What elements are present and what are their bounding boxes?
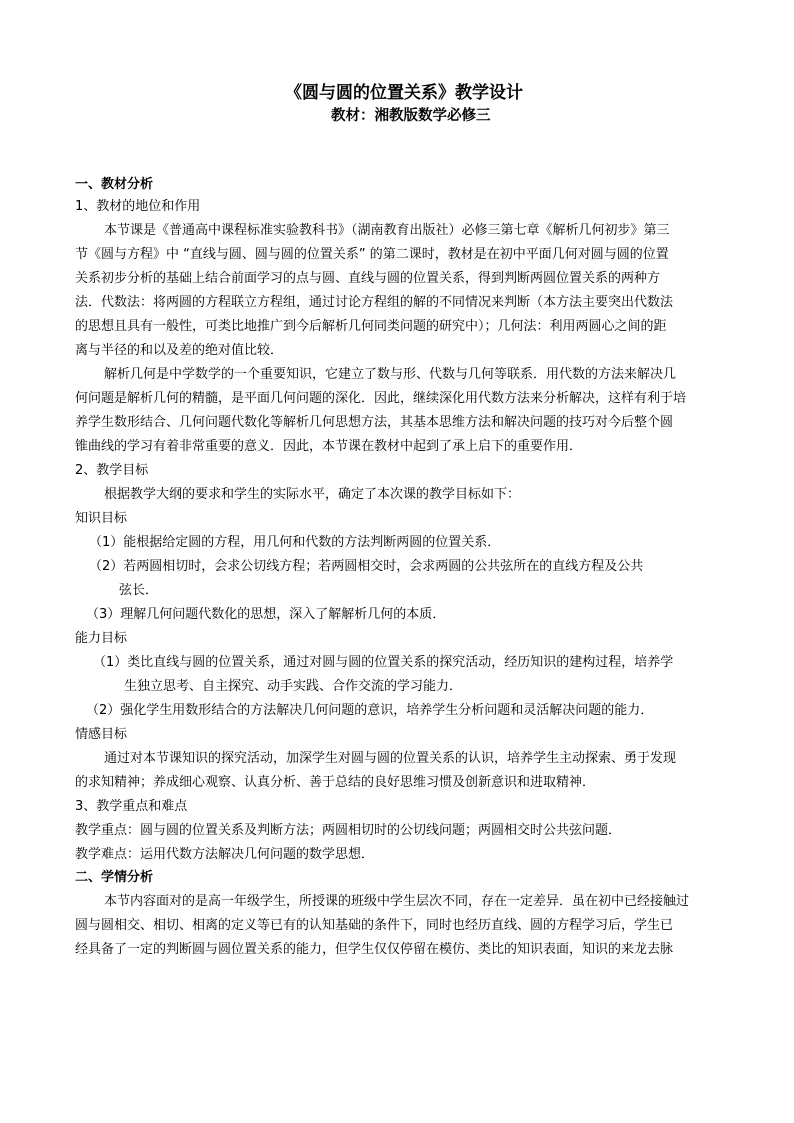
paragraph-2-line: 养学生数形结合、几何问题代数化等解析几何思想方法，其基本思维方法和解决问题的技巧对今后整个圆 [75,415,674,430]
ability-goal-1-cont: 生独立思考、自主探究、动手实践、合作交流的学习能力． [124,679,463,694]
emotion-goals-heading: 情感目标 [75,727,128,742]
section-heading-2: 二、学情分析 [75,870,154,885]
goals-intro: 根据教学大纲的要求和学生的实际水平，确定了本次课的教学目标如下： [104,487,521,502]
paragraph-1-line: 离与半径的和以及差的绝对值比较． [75,343,284,358]
ability-goal-2: （2）强化学生用数形结合的方法解决几何问题的意识，培养学生分析问题和灵活解决问题的能力． [86,703,654,718]
ability-goals-heading: 能力目标 [75,631,128,646]
paragraph-2-line: 解析几何是中学数学的一个重要知识，它建立了数与形、代数与几何等联系．用代数的方法来解决几 [104,367,677,382]
knowledge-goal-1: （1）能根据给定圆的方程，用几何和代数的方法判断两圆的位置关系． [89,535,501,550]
paragraph-1-line: 的思想且具有一般性，可类比地推广到今后解析几何同类问题的研究中）；几何法：利用两圆心之间的距 [75,319,667,334]
paragraph-1-line: 节《圆与方程》中 “直线与圆、圆与圆的位置关系” 的第二课时，教材是在初中平面几何对圆与圆的位置 [75,247,669,262]
section-heading-1: 一、教材分析 [75,177,154,192]
knowledge-goal-2-cont: 弦长． [119,583,159,598]
paragraph-3-line: 圆与圆相交、相切、相离的定义等已有的认知基础的条件下，同时也经历直线、圆的方程学习后，学生已 [75,918,674,933]
paragraph-1-line: 关系初步分析的基础上结合前面学习的点与圆、直线与圆的位置关系，得到判断两圆位置关系的两种方 [75,271,661,286]
emotion-goal-line: 通过对本节课知识的探究活动，加深学生对圆与圆的位置关系的认识，培养学生主动探索、勇于发现 [104,751,677,766]
knowledge-goal-3: （3）理解几何问题代数化的思想，深入了解解析几何的本质． [86,607,446,622]
paragraph-3-line: 本节内容面对的是高一年级学生，所授课的班级中学生层次不同，存在一定差异．虽在初中已经接触过 [104,894,690,909]
teaching-key-points: 教学重点：圆与圆的位置关系及判断方法；两圆相切时的公切线问题；两圆相交时公共弦问题． [75,823,622,838]
subsection-heading-1-3: 3、教学重点和难点 [75,799,188,814]
paragraph-2-line: 何问题是解析几何的精髓，是平面几何问题的深化．因此，继续深化用代数方法来分析解决，这样有利于培 [75,391,687,406]
ability-goal-1: （1）类比直线与圆的位置关系，通过对圆与圆的位置关系的探究活动，经历知识的建构过程，培养学 [93,655,674,670]
subsection-heading-1-2: 2、教学目标 [75,463,149,478]
emotion-goal-line: 的求知精神；养成细心观察、认真分析、善于总结的良好思维习惯及创新意识和进取精神． [75,775,596,790]
document-subtitle: 教材：湘教版数学必修三 [331,107,491,124]
paragraph-3-line: 经具备了一定的判断圆与圆位置关系的能力，但学生仅仅停留在模仿、类比的知识表面，知识的来龙去脉 [75,942,674,957]
teaching-difficulty: 教学难点：运用代数方法解决几何问题的数学思想． [75,847,375,862]
paragraph-2-line: 锥曲线的学习有着非常重要的意义．因此，本节课在教材中起到了承上启下的重要作用． [75,439,583,454]
paragraph-1-line: 法．代数法：将两圆的方程联立方程组，通过讨论方程组的解的不同情况来判断（本方法主要突出代数法 [75,295,674,310]
document-title: 《圆与圆的位置关系》教学设计 [285,83,523,103]
knowledge-goal-2: （2）若两圆相切时，会求公切线方程；若两圆相交时，会求两圆的公共弦所在的直线方程及公共 [89,559,644,574]
knowledge-goals-heading: 知识目标 [75,511,128,526]
paragraph-1-line: 本节课是《普通高中课程标准实验教科书》（湖南教育出版社）必修三第七章《解析几何初步》第三 [104,223,670,238]
subsection-heading-1-1: 1、教材的地位和作用 [75,199,201,214]
